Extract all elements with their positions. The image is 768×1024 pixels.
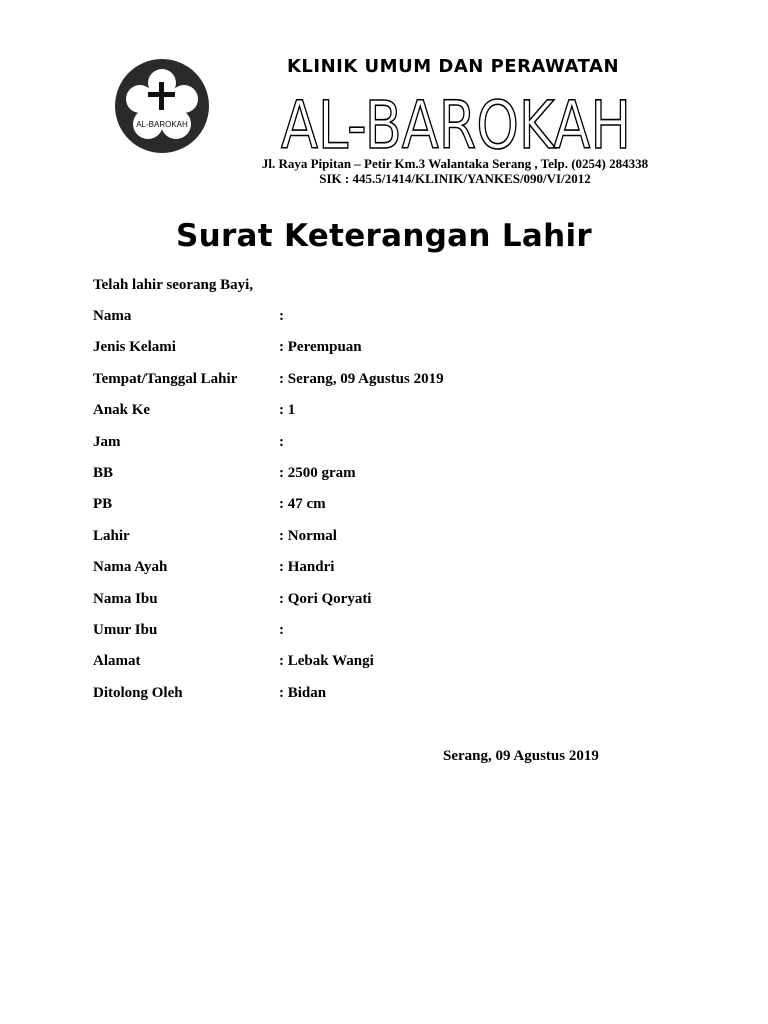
- field-value: :: [279, 433, 284, 450]
- field-label: Ditolong Oleh: [93, 684, 183, 701]
- brand-wordmark: [276, 76, 636, 156]
- field-label: PB: [93, 496, 113, 513]
- field-row-jam: [93, 434, 653, 465]
- field-row-tempat-tanggal-lahir: [93, 371, 653, 402]
- clinic-name: KLINIK UMUM DAN PERAWATAN: [286, 56, 620, 77]
- field-label: Anak Ke: [93, 402, 151, 419]
- field-value: : Normal: [279, 527, 337, 544]
- field-label: Jenis Kelami: [93, 339, 176, 356]
- clinic-logo: [114, 58, 210, 154]
- field-row-nama: [93, 308, 653, 339]
- field-value: : 47 cm: [279, 496, 326, 513]
- field-row-jenis-kelamin: [93, 339, 653, 370]
- field-row-umur-ibu: [93, 622, 653, 653]
- field-row-ditolong-oleh: [93, 685, 653, 716]
- field-value: : Handri: [279, 559, 335, 576]
- field-value: : 2500 gram: [279, 464, 356, 481]
- field-row-pb: [93, 496, 653, 527]
- field-value: : Qori Qoryati: [279, 590, 372, 607]
- document-title: Surat Keterangan Lahir: [175, 218, 593, 254]
- field-row-bb: [93, 465, 653, 496]
- license-line: SIK : 445.5/1414/KLINIK/YANKES/090/VI/2012: [319, 171, 591, 186]
- field-value: :: [279, 308, 284, 324]
- field-row-alamat: [93, 653, 653, 684]
- field-label: Nama: [93, 308, 132, 324]
- brand-text: AL-BAROKAH: [281, 87, 631, 156]
- field-label: Nama Ayah: [93, 559, 168, 576]
- field-label: Umur Ibu: [93, 621, 158, 638]
- field-row-nama-ayah: [93, 559, 653, 590]
- field-value: : 1: [279, 402, 296, 419]
- field-row-nama-ibu: [93, 591, 653, 622]
- field-value: : Lebak Wangi: [279, 653, 374, 670]
- field-value: : Serang, 09 Agustus 2019: [279, 370, 444, 387]
- field-row-lahir: [93, 528, 653, 559]
- field-label: Alamat: [93, 653, 141, 670]
- intro-text: Telah lahir seorang Bayi,: [93, 277, 254, 293]
- field-value: : Perempuan: [279, 339, 362, 356]
- field-label: Lahir: [93, 527, 130, 544]
- field-label: Tempat/Tanggal Lahir: [93, 370, 238, 387]
- birth-details: [93, 308, 653, 716]
- address-line-1: Jl. Raya Pipitan – Petir Km.3 Walantaka Serang , Telp. (0254) 284338: [261, 156, 649, 171]
- field-value: :: [279, 621, 284, 638]
- clinic-address: [230, 156, 680, 186]
- field-value: : Bidan: [279, 684, 327, 701]
- field-label: Nama Ibu: [93, 590, 158, 607]
- logo-text: AL-BAROKAH: [136, 120, 188, 129]
- field-label: BB: [93, 464, 114, 481]
- field-row-anak-ke: [93, 402, 653, 433]
- place-and-date: Serang, 09 Agustus 2019: [443, 748, 599, 764]
- field-label: Jam: [93, 433, 121, 450]
